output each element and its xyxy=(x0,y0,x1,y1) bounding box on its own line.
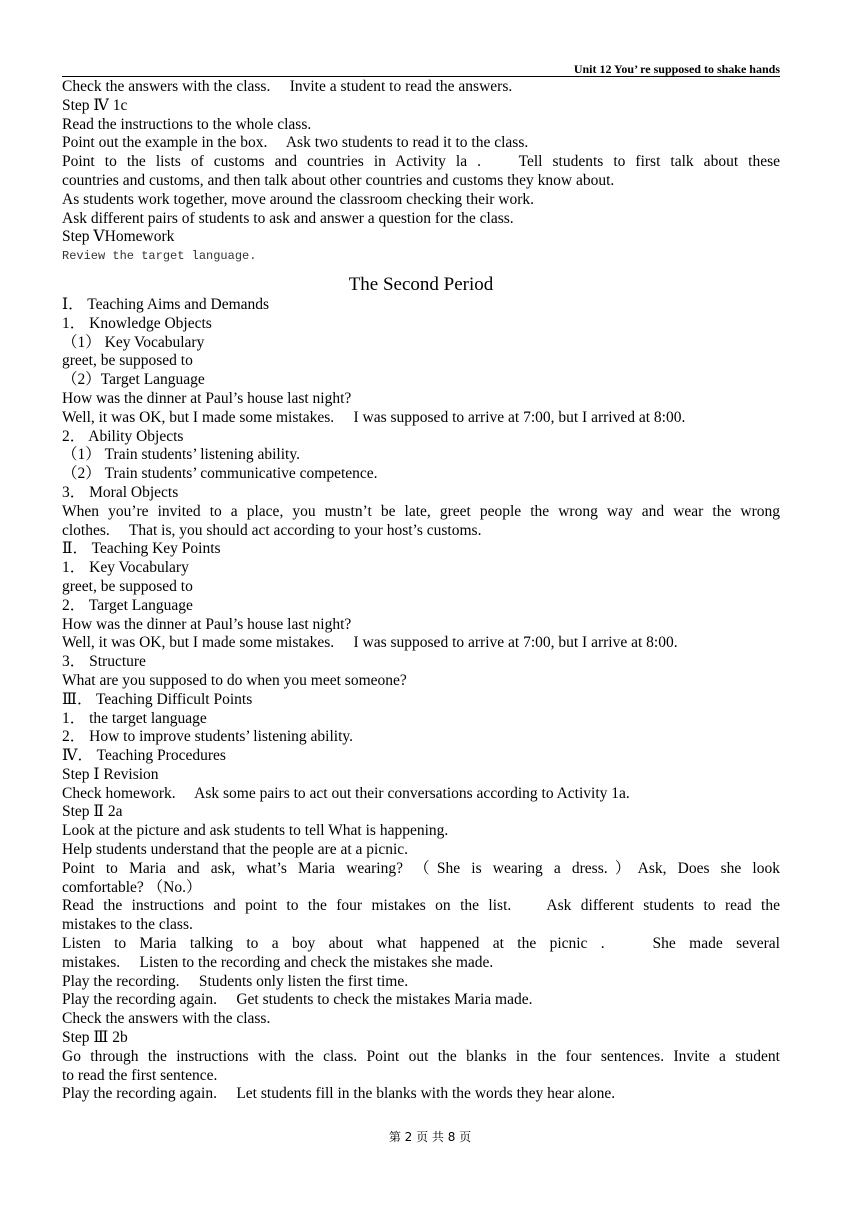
heading-procedures: Ⅳ． Teaching Procedures xyxy=(62,747,226,765)
paragraph-line: Well, it was OK, but I made some mistakes. I was supposed to arrive at 7:00, but I arrive at 8:00. xyxy=(62,634,678,652)
page-number: 第 2 页 共 8 页 xyxy=(388,1130,472,1144)
paragraph-line: Point out the example in the box. Ask two students to read it to the class. xyxy=(62,134,529,152)
paragraph-line: （2）Target Language xyxy=(62,371,205,389)
paragraph-line: Play the recording again. Let students fill in the blanks with the words they hear alone. xyxy=(62,1085,616,1103)
paragraph-line: Ask different pairs of students to ask and answer a question for the class. xyxy=(62,209,514,227)
paragraph-line: 3． Moral Objects xyxy=(62,483,179,501)
heading-key-points: Ⅱ． Teaching Key Points xyxy=(62,540,221,558)
paragraph-line: 3． Structure xyxy=(62,653,146,671)
paragraph-line: 2． Ability Objects xyxy=(62,427,184,445)
paragraph-line: Go through the instructions with the class. Point out the blanks in the four sentences. Invite a student xyxy=(62,1047,780,1065)
paragraph-line: comfortable? （No.） xyxy=(62,878,202,896)
step-heading: Step Ⅳ 1c xyxy=(62,96,128,114)
page-footer xyxy=(0,1128,860,1145)
paragraph-line: 1． the target language xyxy=(62,709,207,727)
section-title: The Second Period xyxy=(348,273,494,295)
paragraph-line: countries and customs, and then talk about other countries and customs they know about. xyxy=(62,171,615,189)
paragraph-line: How was the dinner at Paul’s house last night? xyxy=(62,389,352,407)
paragraph-line: 1． Key Vocabulary xyxy=(62,559,189,577)
paragraph-line: （2） Train students’ communicative competence. xyxy=(62,465,378,483)
paragraph-line: 1． Knowledge Objects xyxy=(62,314,212,332)
paragraph-line: （1） Key Vocabulary xyxy=(62,333,205,351)
paragraph-line: Point to Maria and ask, what’s Maria wearing? （She is wearing a dress.）Ask, Does she look xyxy=(62,859,780,877)
paragraph-line: What are you supposed to do when you meet someone? xyxy=(62,671,407,689)
paragraph-line: Play the recording. Students only listen the first time. xyxy=(62,972,409,990)
paragraph-line: Point to the lists of customs and countries in Activity la . Tell students to first talk about these xyxy=(62,153,780,171)
paragraph-line: 2． How to improve students’ listening ability. xyxy=(62,728,354,746)
document-body xyxy=(62,78,780,1104)
paragraph-line: When you’re invited to a place, you mustn’t be late, greet people the wrong way and wear the wrong xyxy=(62,502,780,520)
paragraph-line: Read the instructions to the whole class. xyxy=(62,115,312,133)
paragraph-line: mistakes. Listen to the recording and check the mistakes she made. xyxy=(62,953,494,971)
paragraph-line: to read the first sentence. xyxy=(62,1066,218,1084)
step-heading: Step Ⅰ Revision xyxy=(62,765,159,783)
paragraph-line: Listen to Maria talking to a boy about what happened at the picnic . She made several xyxy=(62,935,780,953)
paragraph-line: Look at the picture and ask students to tell What is happening. xyxy=(62,822,449,840)
paragraph-line: Help students understand that the people are at a picnic. xyxy=(62,841,409,859)
review-line: Review the target language. xyxy=(62,249,257,264)
paragraph-line: Check the answers with the class. xyxy=(62,1010,271,1028)
paragraph-line: mistakes to the class. xyxy=(62,916,193,934)
paragraph-line: （1） Train students’ listening ability. xyxy=(62,446,300,464)
paragraph-line: clothes. That is, you should act according to your host’s customs. xyxy=(62,521,482,539)
heading-difficult-points: Ⅲ． Teaching Difficult Points xyxy=(62,690,253,708)
paragraph-line: greet, be supposed to xyxy=(62,352,193,370)
page-header xyxy=(62,62,780,77)
paragraph-line: Read the instructions and point to the four mistakes on the list. Ask different students to read the xyxy=(62,897,780,915)
paragraph-line: How was the dinner at Paul’s house last night? xyxy=(62,615,352,633)
step-heading: Step Ⅱ 2a xyxy=(62,803,123,821)
step-heading: Step Ⅲ 2b xyxy=(62,1029,128,1047)
paragraph-line: Check homework. Ask some pairs to act out their conversations according to Activity 1a. xyxy=(62,784,630,802)
paragraph-line: Check the answers with the class. Invite a student to read the answers. xyxy=(62,78,513,95)
paragraph-line: As students work together, move around the classroom checking their work. xyxy=(62,190,535,208)
step-heading: Step ⅤHomework xyxy=(62,228,175,246)
running-title: Unit 12 You’ re supposed to shake hands xyxy=(573,62,780,76)
heading-aims: Ⅰ． Teaching Aims and Demands xyxy=(62,295,270,313)
paragraph-line: greet, be supposed to xyxy=(62,577,193,595)
paragraph-line: 2． Target Language xyxy=(62,596,193,614)
paragraph-line: Well, it was OK, but I made some mistakes. I was supposed to arrive at 7:00, but I arrived at 8:00. xyxy=(62,408,686,426)
paragraph-line: Play the recording again. Get students to check the mistakes Maria made. xyxy=(62,991,533,1009)
